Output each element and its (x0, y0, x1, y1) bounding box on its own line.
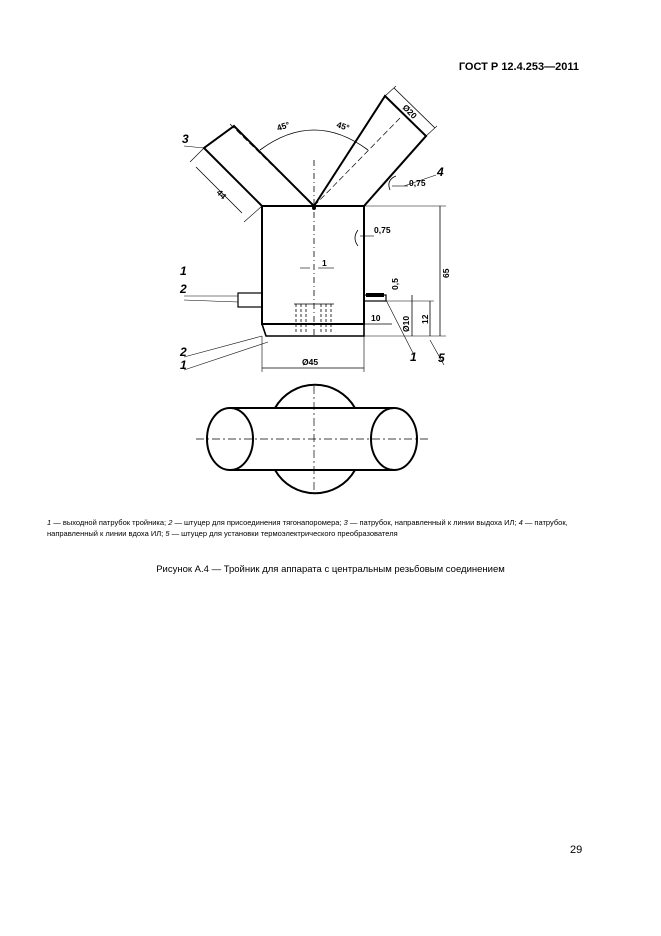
legend-num-1: 1 (47, 518, 52, 527)
dim-wall-side: 0,75 (374, 225, 391, 235)
figure-caption: Рисунок А.4 — Тройник для аппарата с центральным резьбовым соединением (156, 564, 505, 575)
callout-2-top: 2 (180, 282, 187, 296)
dim-base-diameter: Ø45 (302, 357, 319, 367)
dim-angle-right: 45° (335, 119, 351, 133)
tee-base (262, 324, 364, 336)
dim-wall-upper: 0,75 (409, 178, 426, 188)
callout-3: 3 (182, 132, 189, 146)
legend-num-3: 3 (343, 518, 348, 527)
legend-text-3: — патрубок, направленный к линии выдоха ИЛ; (347, 518, 519, 527)
legend-num-2: 2 (168, 518, 173, 527)
dim-height: 65 (441, 268, 451, 278)
callout-4: 4 (437, 165, 444, 179)
legend-text-4: — патрубок, направленный к линии вдоха ИЛ; (47, 518, 568, 538)
page-number: 29 (570, 844, 583, 856)
callout-5: 5 (438, 351, 445, 365)
bottom-view (196, 385, 428, 494)
legend-text-2: — штуцер для присоединения тягонапоромера; (172, 518, 344, 527)
dim-outlet-diameter: Ø10 (401, 315, 411, 332)
callout-1-bottom: 1 (180, 358, 187, 372)
callout-2-bottom: 2 (180, 345, 187, 359)
legend-text-1: — выходной патрубок тройника; (51, 518, 169, 527)
dim-step: 0,5 (390, 278, 400, 290)
dim-outlet-depth: 10 (371, 313, 381, 323)
tee-body (262, 206, 364, 324)
manometer-fitting (238, 293, 262, 307)
dim-outlet-height: 12 (420, 314, 430, 324)
dim-pipe-length: 44 (214, 187, 229, 202)
legend-text-5: — штуцер для установки термоэлектрического преобразователя (169, 529, 398, 538)
callout-1-top: 1 (180, 264, 187, 278)
legend-num-4: 4 (518, 518, 523, 527)
callout-1-right: 1 (410, 350, 417, 364)
dim-angle-left: 45° (275, 119, 291, 133)
dim-pipe-diameter: Ø20 (400, 102, 420, 121)
figure-legend (47, 517, 587, 539)
standard-header: ГОСТ Р 12.4.253—2011 (458, 61, 579, 73)
dim-slot-width: 1 (322, 258, 327, 268)
legend-num-5: 5 (165, 529, 170, 538)
